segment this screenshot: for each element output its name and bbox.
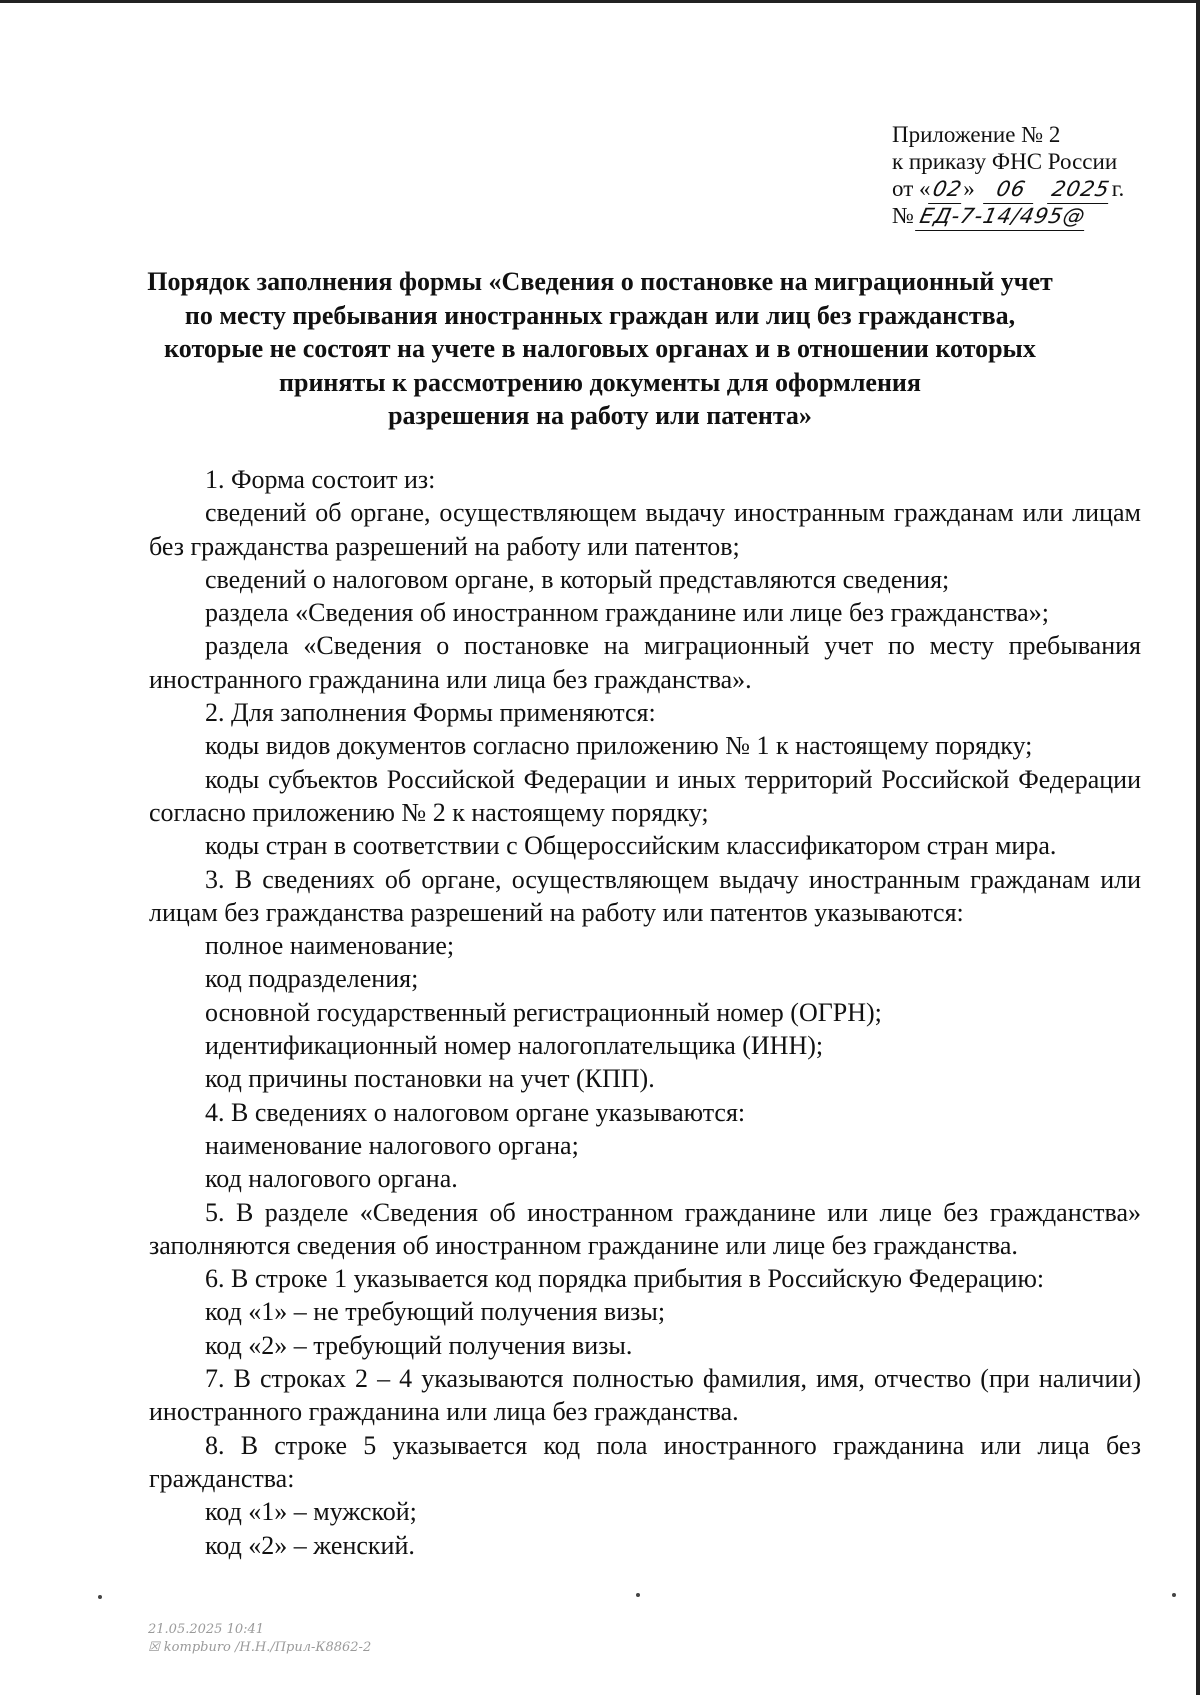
title-line: Порядок заполнения формы «Сведения о постановке на миграционный учет xyxy=(147,267,1053,296)
title-line: по месту пребывания иностранных граждан или лиц без гражданства, xyxy=(184,300,1016,330)
paragraph: наименование налогового органа; xyxy=(205,1130,579,1160)
paragraph: 5. В разделе «Сведения об иностранном гражданине или лице без гражданства» заполняются сведения об иностранном гражданине или лице без гражданства. xyxy=(149,1197,1141,1260)
appendix-line-1: Приложение № 2 xyxy=(892,122,1061,147)
date-mid: » xyxy=(963,176,975,201)
date-prefix: от « xyxy=(892,176,931,201)
paragraph: 1. Форма состоит из: xyxy=(205,465,436,494)
appendix-number xyxy=(892,202,1124,229)
paragraph: 4. В сведениях о налоговом органе указываются: xyxy=(205,1097,746,1127)
paragraph: код «2» – требующий получения визы. xyxy=(205,1330,633,1360)
document-body xyxy=(149,463,1141,1562)
number-prefix: № xyxy=(892,203,914,228)
paragraph: код подразделения; xyxy=(205,964,419,994)
title-line: которые не состоят на учете в налоговых органах и в отношении которых xyxy=(164,334,1036,363)
paragraph: раздела «Сведения об иностранном гражданине или лице без гражданства»; xyxy=(205,598,1049,628)
scan-dot xyxy=(98,1595,102,1599)
footer-stamp xyxy=(148,1621,371,1657)
paragraph: сведений о налоговом органе, в который представляются сведения; xyxy=(205,564,950,594)
scan-dot xyxy=(1172,1593,1176,1597)
document-title xyxy=(130,265,1070,433)
appendix-date xyxy=(892,175,1124,202)
footer-file-path: ☒ kompburo /Н.Н./Прил-К8862-2 xyxy=(148,1640,372,1655)
paragraph: 3. В сведениях об органе, осуществляющем выдачу иностранным гражданам или лицам без гражданства разрешений на работу или патентов указываются: xyxy=(149,864,1141,927)
paragraph: код налогового органа. xyxy=(205,1164,458,1194)
handwritten-year: 2025 xyxy=(1047,176,1114,204)
scan-dot xyxy=(636,1593,640,1597)
paragraph: коды видов документов согласно приложению № 1 к настоящему порядку; xyxy=(205,731,1033,761)
paragraph: код «2» – женский. xyxy=(205,1530,415,1560)
paragraph: идентификационный номер налогоплательщика (ИНН); xyxy=(205,1031,824,1061)
paragraph: основной государственный регистрационный номер (ОГРН); xyxy=(205,997,882,1027)
handwritten-day: 02 xyxy=(928,176,967,204)
paragraph: 2. Для заполнения Формы применяются: xyxy=(205,698,656,728)
paragraph: 6. В строке 1 указывается код порядка прибытия в Российскую Федерацию: xyxy=(205,1264,1045,1294)
handwritten-order-number: ЕД-7-14/495@ xyxy=(915,203,1090,231)
paragraph: код причины постановки на учет (КПП). xyxy=(205,1064,655,1094)
paragraph: полное наименование; xyxy=(205,931,455,961)
paragraph: коды стран в соответствии с Общероссийским классификатором стран мира. xyxy=(205,831,1057,861)
paragraph: 8. В строке 5 указывается код пола иностранного гражданина или лица без гражданства: xyxy=(149,1430,1141,1493)
appendix-header xyxy=(892,121,1124,229)
paragraph: 7. В строках 2 – 4 указываются полностью фамилия, имя, отчество (при наличии) иностранного гражданина или лица без гражданства. xyxy=(149,1364,1141,1427)
paragraph: раздела «Сведения о постановке на миграционный учет по месту пребывания иностранного гражданина или лица без гражданства». xyxy=(149,631,1141,694)
footer-timestamp: 21.05.2025 10:41 xyxy=(148,1622,265,1637)
date-suffix: г. xyxy=(1111,176,1125,201)
title-line: разрешения на работу или патента» xyxy=(388,401,812,430)
paragraph: код «1» – не требующий получения визы; xyxy=(205,1297,666,1327)
paragraph: сведений об органе, осуществляющем выдачу иностранным гражданам или лицам без гражданства разрешений на работу или патентов; xyxy=(149,498,1141,561)
paragraph: коды субъектов Российской Федерации и иных территорий Российской Федерации согласно приложению № 2 к настоящему порядку; xyxy=(149,764,1141,827)
appendix-line-2: к приказу ФНС России xyxy=(892,149,1118,174)
paragraph: код «1» – мужской; xyxy=(205,1497,417,1527)
handwritten-month: 06 xyxy=(984,176,1040,204)
title-line: приняты к рассмотрению документы для оформления xyxy=(279,367,921,397)
